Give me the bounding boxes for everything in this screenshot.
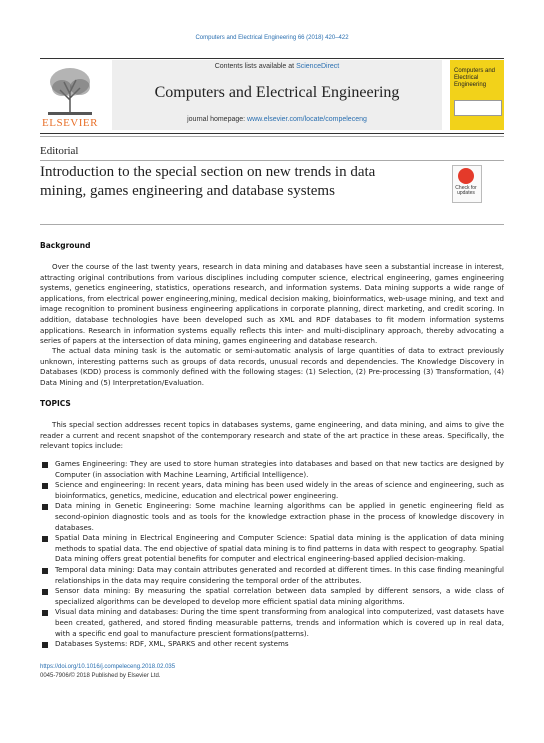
bullet-icon [42, 610, 48, 616]
bullet-icon [42, 462, 48, 468]
sciencedirect-link[interactable]: ScienceDirect [296, 63, 340, 70]
homepage-prefix: journal homepage: [187, 116, 248, 123]
background-paragraph: Over the course of the last twenty years, research in data mining and databases have seen a substantial increase in interest, attracting original contributions from various disciplines including computer science, electrical engineering, games engineering systems, genetics engineering, statistics, operations research, and information systems. Data mining supports a wide range of applications, from electrical power engineering,mining, medical decision making, bioinformatics, web-usage mining, and text and image recognition to prominent business engineering applications in corporate planning, direct marketing, and credit scoring. In addition, database technologies have been developed such as XML and RDF databases to fit modern information systems applications. Research in information systems equally reflects this inter- and multi-disciplinary approach, thereby advocating a series of papers at the intersection of data mining, games engineering and database research. [40, 262, 504, 346]
topics-list [40, 459, 504, 650]
bullet-icon [42, 536, 48, 542]
list-item-text: Games Engineering: They are used to store human strategies into databases and based on that new tactics are designed by Computer (in association with Machine Learning, Artificial Intelligence). [55, 459, 504, 479]
topics-intro: This special section addresses recent topics in databases systems, game engineering, and data mining, and aims to give the reader a current and recent snapshot of the contemporary research and state of the art practice in these areas. Specifically, the relevant topics include: [40, 420, 504, 451]
copyright-line: 0045-7906/© 2018 Published by Elsevier Ltd. [40, 673, 161, 679]
article-title: Introduction to the special section on new trends in data mining, games engineering and database systems [40, 164, 376, 199]
list-item [40, 586, 504, 607]
background-paragraph: The actual data mining task is the automatic or semi-automatic analysis of large quantities of data to extract previously unknown, interesting patterns such as groups of data records, unusual records and dependencies. The Knowledge Discovery in Databases (KDD) process is commonly defined with the following stages: (1) Selection, (2) Pre-processing (3) Transformation, (4) Data Mining and (5) Interpretation/Evaluation. [40, 346, 504, 387]
bullet-icon [42, 568, 48, 574]
divider [40, 160, 504, 161]
bullet-icon [42, 483, 48, 489]
contents-prefix: Contents lists available at [214, 63, 297, 70]
topics-heading: TOPICS [40, 399, 71, 408]
article-type: Editorial [40, 145, 79, 157]
list-item-text: Sensor data mining: By measuring the spatial correlation between data sampled by different sensors, a wide class of specialized algorithms can be developed to develop more efficient spatial data mining algorithms. [55, 586, 504, 606]
list-item [40, 459, 504, 480]
check-for-updates-label: Check for updates [455, 185, 477, 196]
bullet-icon [42, 504, 48, 510]
list-item [40, 501, 504, 533]
journal-citation[interactable]: Computers and Electrical Engineering 66 (2018) 420–422 [195, 35, 349, 41]
list-item-text: Spatial Data mining in Electrical Engineering and Computer Science: Spatial data mining is the application of data mining methods to spatial data. The end objective of spatial data mining is to find patterns in data with respect to geography. Spatial Data mining offers great potential benefits for computer and electrical engineering-based applied decision-making. [55, 533, 504, 564]
divider [40, 224, 504, 225]
list-item [40, 639, 504, 650]
journal-homepage [112, 116, 442, 123]
bullet-icon [42, 589, 48, 595]
doi-link[interactable]: https://doi.org/10.1016/j.compeleceng.2018.02.035 [40, 664, 176, 670]
cover-title: Computers and Electrical Engineering [454, 68, 496, 88]
list-item-text: Temporal data mining: Data may contain attributes generated and recorded at different times. In this case finding meaningful relationships in the data may require considering the temporal order of the attributes. [55, 564, 504, 585]
publisher-name: ELSEVIER [42, 117, 98, 129]
list-item-text: Visual data mining and databases: During the time spent transforming from analogical into computerized, vast datasets have been created, gathered, and stored finding measurable patterns, trends and information which is covered up in real data, with a specific end goal to manufacture prescient formations(patterns). [55, 607, 504, 638]
list-item-text: Data mining in Genetic Engineering: Some machine learning algorithms can be applied in genetic engineering field as second-opinion diagnostic tools and as tools for the knowledge extraction phase in the process of knowledge discovery in databases. [55, 501, 504, 532]
list-item [40, 565, 504, 586]
background-heading: Background [40, 241, 91, 250]
update-icon [458, 168, 474, 184]
contents-line [112, 63, 442, 70]
bullet-icon [42, 642, 48, 648]
cover-graphic [454, 100, 502, 116]
homepage-link[interactable]: www.elsevier.com/locate/compeleceng [247, 116, 367, 123]
list-item-text: Science and engineering: In recent years, data mining has been used widely in the areas of science and engineering, such as bioinformatics, genetics, medicine, education and electrical power engineering. [55, 480, 504, 500]
list-item-text: Databases Systems: RDF, XML, SPARKS and other recent systems [55, 639, 289, 649]
divider [40, 136, 504, 137]
list-item [40, 480, 504, 501]
list-item [40, 533, 504, 565]
list-item [40, 607, 504, 639]
journal-title: Computers and Electrical Engineering [154, 84, 400, 101]
